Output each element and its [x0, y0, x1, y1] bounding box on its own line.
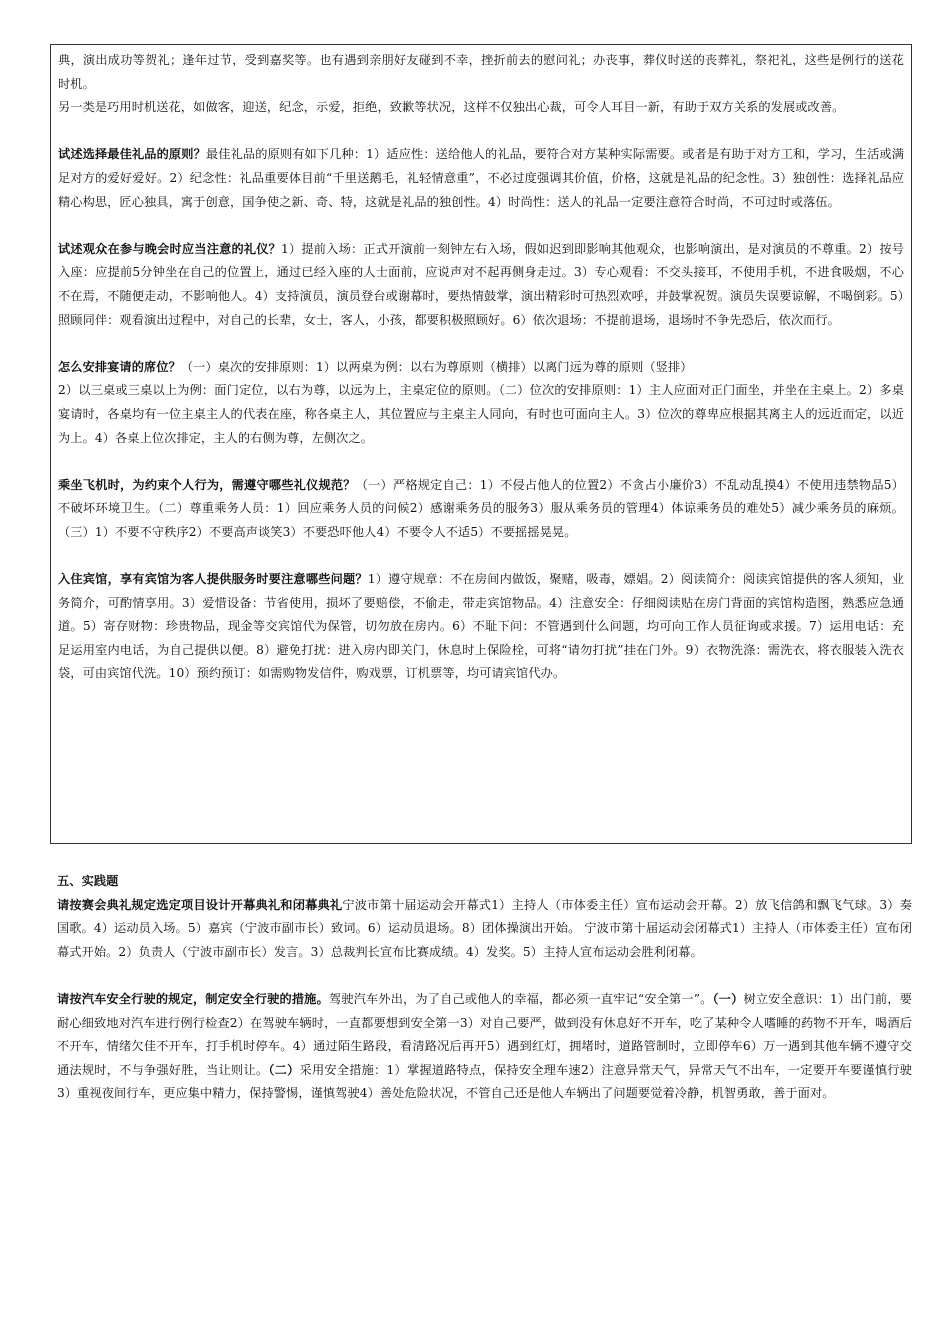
ceremony-question: 请按赛会典礼规定选定项目设计开幕典礼和闭幕典礼	[57, 897, 343, 912]
audience-etiquette-question: 试述观众在参与晚会时应当注意的礼仪？	[58, 241, 282, 256]
banquet-seating-text-2: 2）以三桌或三桌以上为例：面门定位，以右为尊，以远为上，主桌定位的原则。（二）位次的安排原则：1）主人应面对正门面坐，并坐在主桌上。2）多桌宴请时，各桌均有一位主桌主人的代表在座，称各桌主人，其位置应与主桌主人同向，有时也可面向主人。3）位次的尊卑应根据其离主人的远近而定，以近为上。4）各桌上位次排定，主人的右侧为尊，左侧次之。	[58, 383, 904, 445]
driving-answer	[57, 988, 912, 1106]
driving-question: 请按汽车安全行驶的规定，制定安全行驶的措施。	[57, 991, 329, 1006]
flower-occasions-paragraph: 典，演出成功等贺礼；逢年过节，受到嘉奖等。也有遇到亲朋好友碰到不幸，挫折前去的慰问礼；办丧事，葬仪时送的丧葬礼，祭祀礼，这些是例行的送花时机。	[58, 53, 904, 91]
banquet-seating-text-1: （一）桌次的安排原则：1）以两桌为例：以右为尊原则（横排）以离门远为尊的原则（竖排）	[180, 359, 693, 374]
flight-etiquette-question: 乘坐飞机时，为约束个人行为，需遵守哪些礼仪规范？	[58, 477, 356, 492]
gift-principles-answer	[58, 143, 904, 214]
hotel-etiquette-answer	[58, 568, 904, 686]
driving-part-two-text: 采用安全措施：1）掌握道路特点，保持安全理车速2）注意异常天气，异常天气不出车，一定要开车要谨慎行驶3）重视夜间行车，更应集中精力，保持警惕，谨慎驾驶4）善处危险状况，不管自己还是他人车辆出了问题要觉着冷静，机智勇敢，善于面对。	[57, 1062, 913, 1101]
section-heading: 五、实践题	[57, 874, 119, 888]
answer-box	[50, 44, 912, 844]
audience-etiquette-answer	[58, 238, 904, 332]
flight-etiquette-answer	[58, 474, 904, 545]
banquet-seating-answer	[58, 356, 904, 380]
hotel-etiquette-text: 1）遵守规章：不在房间内做饭，聚赌，吸毒，嫖娼。2）阅读简介：阅读宾馆提供的客人须知，业务简介，可酌情享用。3）爱惜设备：节省使用，损坏了要赔偿，不偷走，带走宾馆物品。4）注意安全：仔细阅读贴在房门背面的宾馆构造图，熟悉应急通道。5）寄存财物：珍贵物品，现金等交宾馆代为保管，切勿放在房内。6）不耻下问：不管遇到什么问题，均可向工作人员征询或求援。7）运用电话：充足运用室内电话，为自己提供以便。8）避免打扰：进入房内即关门，休息时上保险栓，可将“请勿打扰”挂在门外。9）衣物洗涤：需洗衣，将衣服装入洗衣袋，可由宾馆代洗。10）预约预订：如需购物发信件，购戏票，订机票等，均可请宾馆代办。	[58, 572, 904, 681]
ceremony-answer	[57, 894, 912, 965]
hotel-etiquette-question: 入住宾馆，享有宾馆为客人提供服务时要注意哪些问题？	[58, 572, 368, 587]
ceremony-text: 宁波市第十届运动会开幕式1）主持人（市体委主任）宣布运动会开幕。2）放飞信鸽和飘飞气球。3）奏国歌。4）运动员入场。5）嘉宾（宁波市副市长）致词。6）运动员退场。8）团体操演出开始。 宁波市第十届运动会闭幕式1）主持人（市体委主任）宣布闭幕式开始。2）负责人（宁波市副市长）发言。3）总裁判长宣布比赛成绩。4）发奖。5）主持人宣布运动会胜利闭幕。	[57, 897, 912, 959]
banquet-seating-question: 怎么安排宴请的席位？	[58, 359, 181, 374]
driving-part-two-label: （二）	[268, 1062, 300, 1077]
driving-part-one-label: （一）	[712, 991, 744, 1006]
flower-timing-paragraph: 另一类是巧用时机送花，如做客，迎送，纪念，示爱，拒绝，致歉等状况，这样不仅独出心裁，可令人耳目一新，有助于双方关系的发展或改善。	[58, 100, 845, 115]
driving-intro-text: 驾驶汽车外出，为了自己或他人的幸福，都必须一直牢记“安全第一”。	[328, 991, 713, 1006]
gift-principles-question: 试述选择最佳礼品的原则？	[58, 147, 206, 162]
flight-etiquette-text: （一）严格规定自己：1）不侵占他人的位置2）不贪占小廉价3）不乱动乱摸4）不使用违禁物品5）不破坏环境卫生。（二）尊重乘务人员：1）回应乘务人员的问候2）感谢乘务员的服务3）服从乘务员的管理4）体谅乘务员的难处5）减少乘务员的麻烦。（三）1）不要不守秩序2）不要高声谈笑3）不要恐吓他人4）不要令人不适5）不要摇摇晃晃。	[58, 477, 904, 539]
audience-etiquette-text: 1）提前入场：正式开演前一刻钟左右入场，假如迟到即影响其他观众，也影响演出，是对演员的不尊重。2）按号入座：应提前5分钟坐在自己的位置上，通过已经入座的人士面前，应说声对不起再侧身走过。3）专心观看：不交头接耳，不使用手机，不进食吸烟，不心不在焉，不随便走动，不影响他人。4）支持演员，演员登台或谢幕时，要热情鼓掌，演出精彩时可热烈欢呼，并鼓掌祝贺。演员失误要谅解，不喝倒彩。5）照顾同伴：观看演出过程中，对自己的长辈，女士，客人，小孩，都要积极照顾好。6）依次退场：不提前退场，退场时不争先恐后，依次而行。	[58, 241, 904, 327]
driving-part-one-text: 树立安全意识：1）出门前，要耐心细致地对汽车进行例行检查2）在驾驶车辆时，一直都要想到安全第一3）对自己要严，做到没有休息好不开车，吃了某种令人嗜睡的药物不开车，喝酒后不开车，情绪欠佳不开车，打手机时停车。4）通过陌生路段，看清路况后再开5）遇到红灯，拥堵时，道路管制时，立即停车6）万一遇到其他车辆不遵守交通法规时，不与争强好胜，当让则让。	[57, 991, 912, 1077]
practice-section	[57, 870, 912, 1106]
gift-principles-text: 最佳礼品的原则有如下几种：1）适应性：送给他人的礼品，要符合对方某种实际需要。或者是有助于对方工和，学习，生活或满足对方的爱好爱好。2）纪念性：礼品重要体目前“千里送鹅毛，礼轻情意重”，不必过度强调其价值，价格，这就是礼品的纪念性。3）独创性：选择礼品应精心构思，匠心独具，寓于创意，国争使之新、奇、特，这就是礼品的独创性。4）时尚性：送人的礼品一定要注意符合时尚，不可过时或落伍。	[58, 147, 905, 209]
